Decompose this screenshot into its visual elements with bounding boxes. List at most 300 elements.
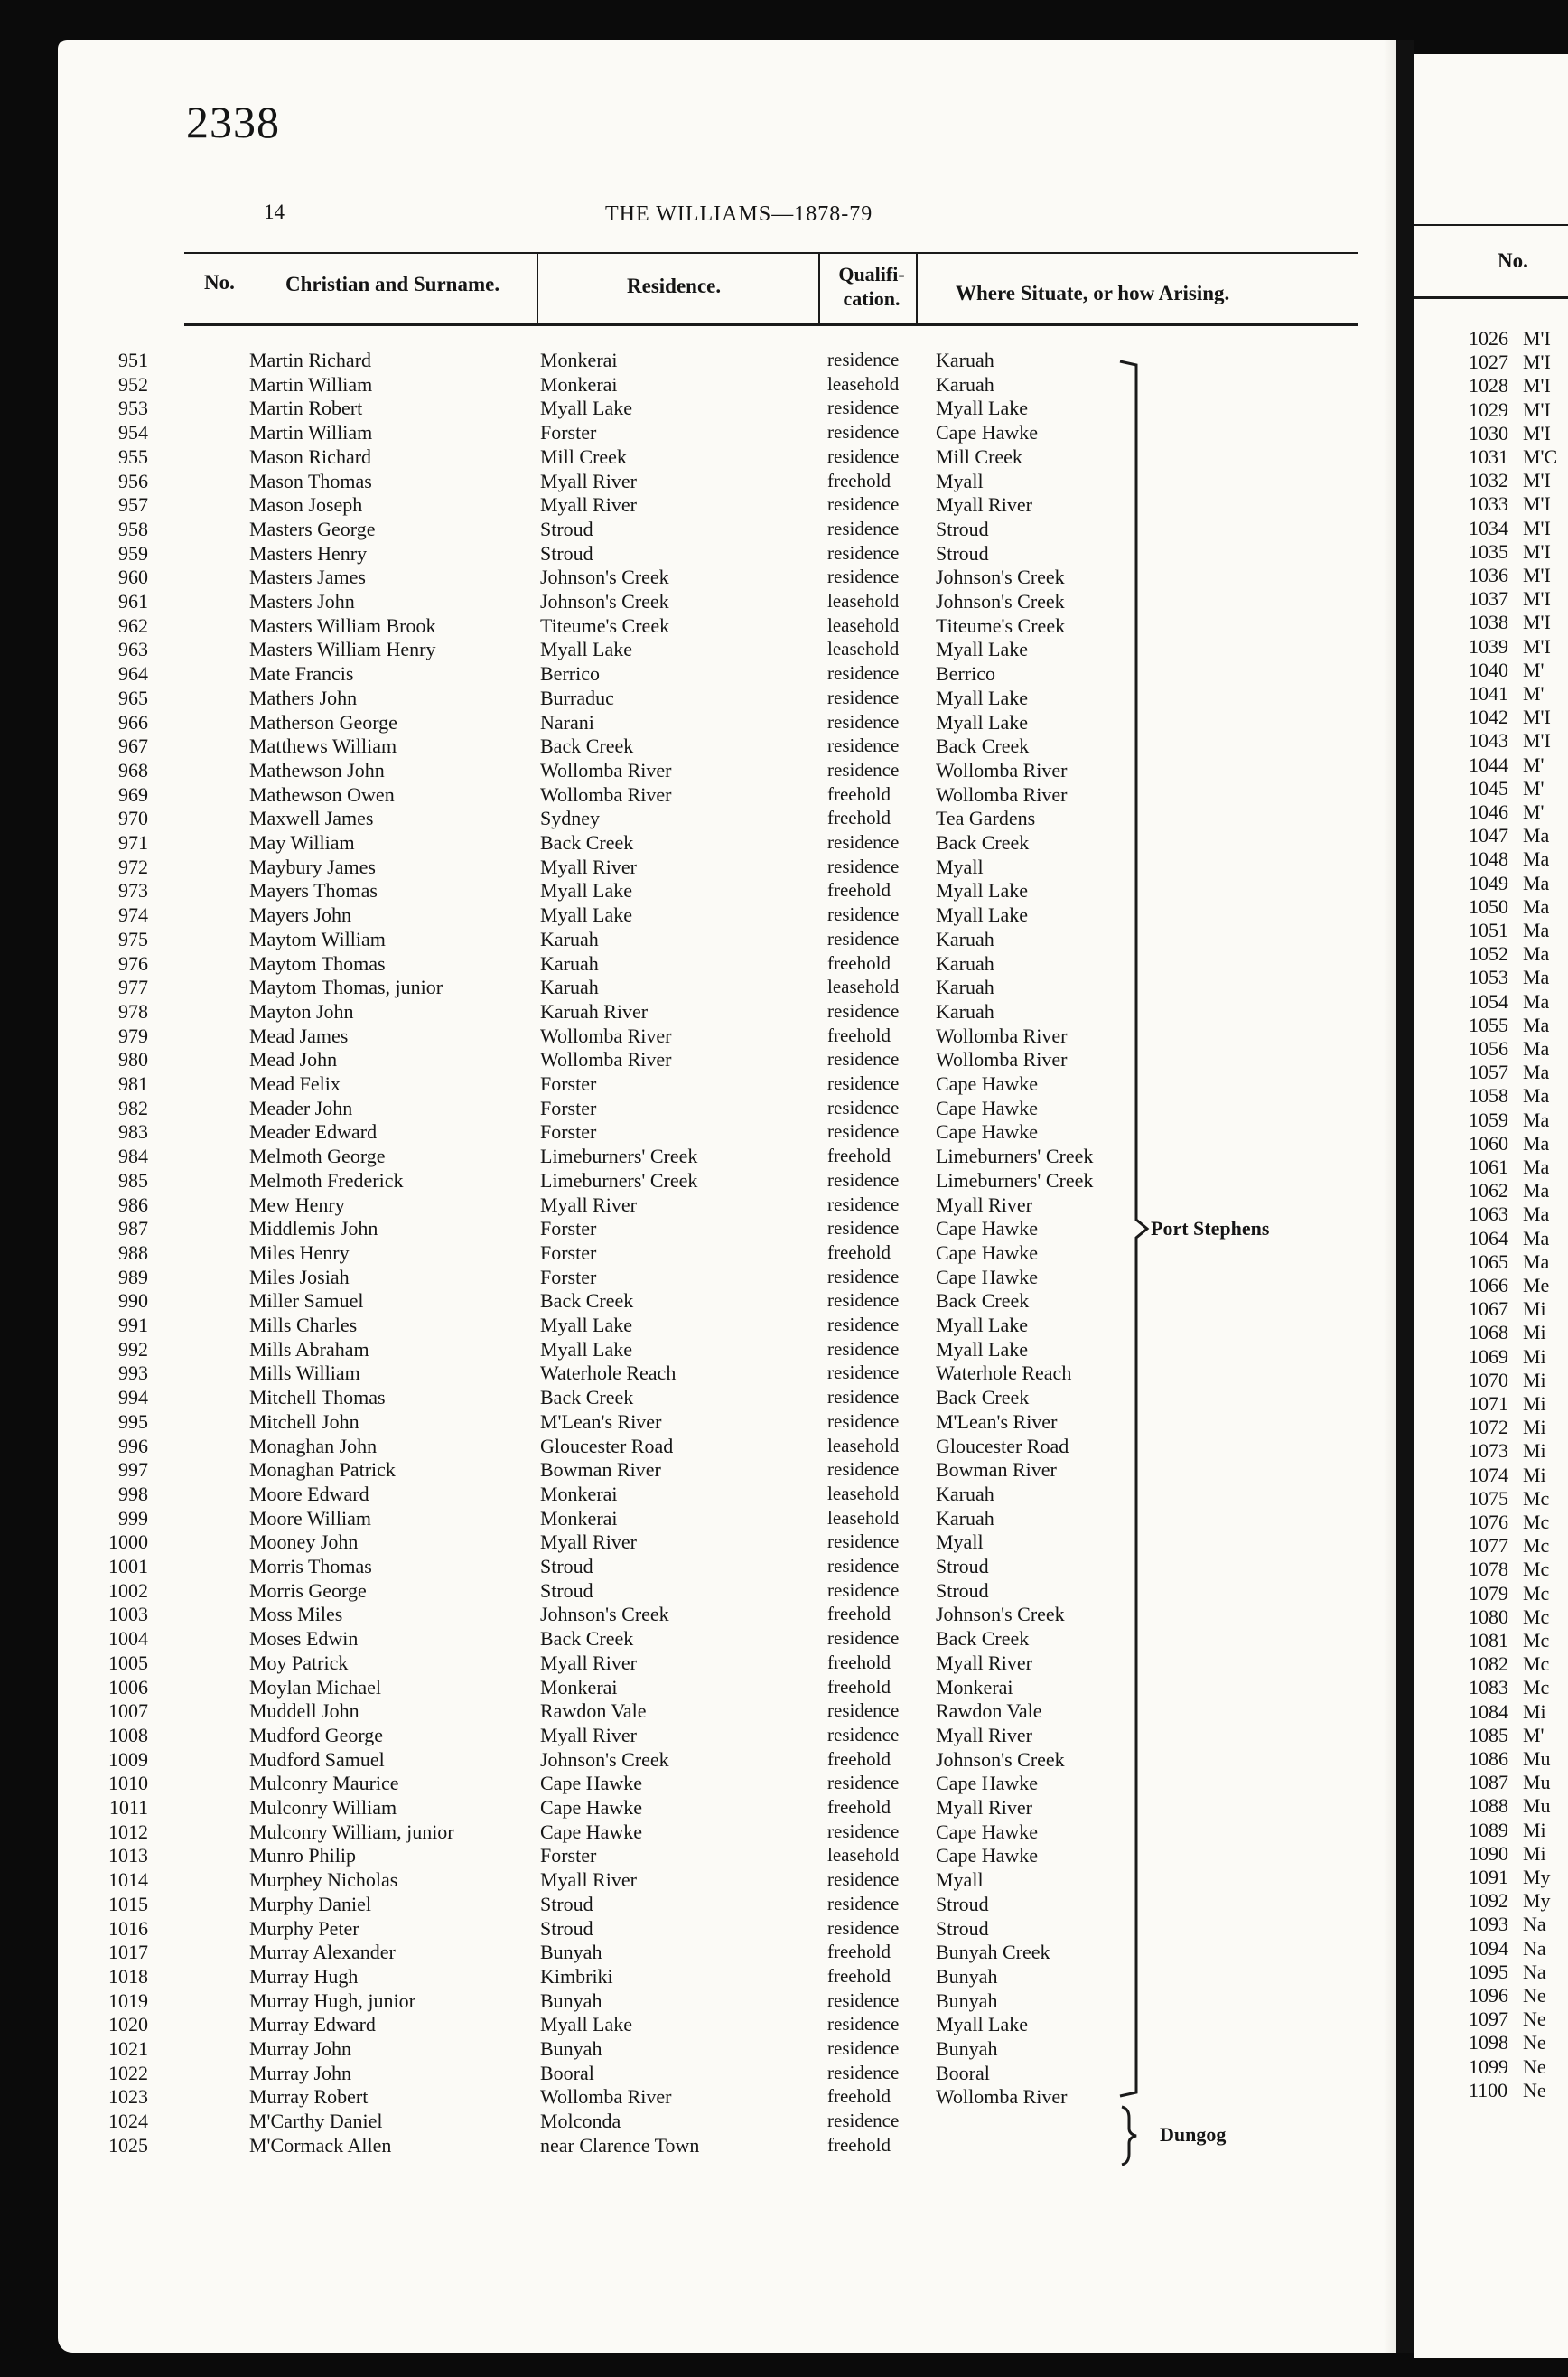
book-gutter — [1396, 40, 1414, 2353]
entry-name: Matthews William — [249, 735, 397, 758]
entry-where-situate: Berrico — [936, 662, 995, 686]
entry-number: 958 — [118, 517, 148, 540]
entry-qualification: leasehold — [827, 1844, 900, 1867]
facing-entry-name: Na — [1523, 1936, 1546, 1960]
facing-entry-number: 1055 — [1469, 1013, 1508, 1036]
entry-where-situate: Stroud — [936, 1555, 989, 1577]
entry-number: 953 — [118, 397, 148, 420]
entry-number: 1006 — [108, 1675, 148, 1699]
entry-residence: Monkerai — [540, 1675, 618, 1699]
entry-residence: Booral — [540, 2061, 594, 2084]
entry-residence: Myall River — [540, 1193, 637, 1216]
facing-entry-number: 1070 — [1469, 1368, 1508, 1391]
entry-qualification: residence — [827, 1217, 900, 1240]
facing-entry-name: Ma — [1523, 1108, 1550, 1131]
entry-name: Masters Henry — [249, 541, 368, 565]
facing-entry-name: Mu — [1523, 1771, 1551, 1794]
entry-number: 992 — [118, 1337, 148, 1361]
facing-entry-name: M' — [1523, 776, 1545, 800]
entry-where-situate: Myall River — [936, 1723, 1032, 1746]
entry-where-situate: Cape Hawke — [936, 1844, 1039, 1867]
entry-qualification: leasehold — [827, 1434, 900, 1456]
entry-number: 996 — [118, 1434, 148, 1457]
entry-qualification: residence — [827, 686, 900, 708]
entry-number: 975 — [118, 927, 148, 950]
facing-entry-number: 1051 — [1469, 919, 1508, 941]
entry-qualification: freehold — [827, 1603, 891, 1625]
entry-qualification: residence — [827, 735, 900, 757]
entry-where-situate: Back Creek — [936, 1386, 1030, 1409]
entry-qualification: freehold — [827, 951, 891, 974]
facing-entry-name: M'I — [1523, 539, 1551, 563]
facing-entry-name: Ma — [1523, 966, 1550, 989]
entry-number: 957 — [118, 493, 148, 517]
facing-entry-name: Na — [1523, 1960, 1546, 1983]
entry-name: M'Carthy Daniel — [249, 2110, 383, 2133]
entry-name: Masters William Henry — [249, 638, 436, 661]
entry-where-situate: Karuah — [936, 1506, 994, 1530]
entry-name: Mitchell Thomas — [249, 1386, 386, 1409]
entry-name: Mate Francis — [249, 662, 354, 686]
entry-where-situate: Myall — [936, 469, 984, 492]
facing-entry-name: Ma — [1523, 1249, 1550, 1273]
entry-name: Mason Richard — [249, 445, 372, 468]
entry-number: 968 — [118, 758, 148, 781]
facing-entry-number: 1062 — [1469, 1179, 1508, 1203]
facing-entry-name: Mi — [1523, 1439, 1546, 1463]
entry-qualification: residence — [827, 445, 900, 467]
entry-number: 964 — [118, 662, 148, 686]
facing-entry-name: Ma — [1523, 1226, 1550, 1249]
facing-entry-name: Ne — [1523, 2007, 1546, 2031]
entry-name: Mayton John — [249, 999, 354, 1023]
entry-number: 977 — [118, 976, 148, 999]
entry-qualification: residence — [827, 1289, 900, 1312]
entry-number: 1022 — [108, 2061, 148, 2084]
entry-where-situate: Back Creek — [936, 1627, 1030, 1651]
entry-qualification: residence — [827, 1048, 900, 1071]
entry-where-situate: Cape Hawke — [936, 1240, 1039, 1264]
facing-entry-number: 1094 — [1469, 1936, 1508, 1960]
facing-entry-number: 1028 — [1469, 374, 1508, 398]
entry-name: Masters George — [249, 517, 376, 540]
entry-number: 984 — [118, 1145, 148, 1168]
entry-where-situate: Cape Hawke — [936, 1217, 1039, 1240]
entry-residence: Myall Lake — [540, 397, 633, 420]
entry-residence: Gloucester Road — [540, 1434, 674, 1457]
entry-qualification: leasehold — [827, 1482, 900, 1504]
facing-entry-number: 1048 — [1469, 847, 1508, 871]
entry-residence: Stroud — [540, 1555, 593, 1577]
entry-qualification: freehold — [827, 879, 891, 902]
entry-qualification: residence — [827, 903, 900, 926]
entry-qualification: residence — [827, 1458, 900, 1481]
entry-qualification: residence — [827, 1337, 900, 1360]
entry-name: Mayers Thomas — [249, 879, 378, 903]
entry-number: 1003 — [108, 1603, 148, 1626]
facing-entry-number: 1063 — [1469, 1203, 1508, 1226]
facing-entry-name: Mi — [1523, 1416, 1546, 1439]
entry-where-situate: Tea Gardens — [936, 807, 1036, 830]
entry-where-situate: Karuah — [936, 927, 994, 950]
entry-number: 1014 — [108, 1868, 148, 1892]
facing-entry-name: Ma — [1523, 1156, 1550, 1178]
entry-name: Mead John — [249, 1048, 338, 1072]
entry-number: 990 — [118, 1289, 148, 1313]
entry-name: May William — [249, 831, 355, 854]
entry-residence: Cape Hawke — [540, 1796, 643, 1819]
entry-where-situate: Rawdon Vale — [936, 1699, 1042, 1723]
entry-name: Masters James — [249, 566, 366, 589]
facing-entry-name: My — [1523, 1866, 1551, 1888]
facing-entry-number: 1074 — [1469, 1463, 1508, 1486]
entry-number: 1013 — [108, 1844, 148, 1867]
facing-entry-number: 1076 — [1469, 1511, 1508, 1533]
entry-residence: Myall River — [540, 855, 637, 878]
entry-name: Murphy Daniel — [249, 1892, 372, 1915]
header-top-rule — [184, 252, 1358, 254]
facing-entry-number: 1064 — [1469, 1226, 1508, 1249]
entry-name: Munro Philip — [249, 1844, 356, 1867]
facing-entry-name: Mi — [1523, 1344, 1546, 1368]
entry-where-situate: Mill Creek — [936, 445, 1022, 468]
entry-where-situate: Wollomba River — [936, 1048, 1068, 1072]
entry-name: Martin Richard — [249, 349, 372, 371]
facing-entry-name: M'I — [1523, 398, 1551, 421]
entry-number: 1005 — [108, 1651, 148, 1674]
facing-entry-number: 1099 — [1469, 2054, 1508, 2078]
facing-entry-name: Ma — [1523, 1013, 1550, 1036]
entry-qualification: leasehold — [827, 590, 900, 612]
entry-residence: Wollomba River — [540, 2085, 672, 2109]
facing-entry-number: 1042 — [1469, 706, 1508, 729]
entry-number: 1004 — [108, 1627, 148, 1651]
entry-residence: Forster — [540, 1072, 597, 1095]
entry-residence: Johnson's Creek — [540, 1747, 669, 1771]
entry-number: 952 — [118, 372, 148, 396]
facing-entry-number: 1031 — [1469, 445, 1508, 468]
facing-entry-number: 1046 — [1469, 800, 1508, 823]
entry-where-situate: Booral — [936, 2061, 990, 2084]
facing-entry-name: Mc — [1523, 1652, 1550, 1676]
facing-entry-name: Mu — [1523, 1794, 1551, 1818]
entry-qualification: freehold — [827, 807, 891, 829]
entry-where-situate: Myall River — [936, 493, 1032, 517]
entry-residence: Back Creek — [540, 735, 634, 758]
facing-entry-number: 1045 — [1469, 776, 1508, 800]
facing-entry-name: Me — [1523, 1274, 1550, 1296]
entry-qualification: residence — [827, 2061, 900, 2083]
entry-name: Mulconry William, junior — [249, 1820, 454, 1843]
entry-name: Matherson George — [249, 710, 397, 734]
entry-residence: Karuah — [540, 951, 599, 975]
header-divider-2 — [818, 254, 820, 323]
entry-residence: Stroud — [540, 517, 593, 540]
header-qualification-line1: Qualifi- — [838, 263, 905, 285]
entry-residence: Myall River — [540, 1530, 637, 1554]
entry-residence: Bunyah — [540, 2037, 602, 2060]
register-page — [58, 40, 1413, 2353]
facing-entry-number: 1034 — [1469, 516, 1508, 539]
entry-name: Murray Hugh — [249, 1964, 359, 1988]
port-stephens-brace-path — [1120, 361, 1147, 2096]
entry-number: 1011 — [108, 1796, 148, 1819]
running-title: THE WILLIAMS—1878-79 — [605, 202, 873, 226]
header-qualification — [829, 262, 914, 311]
facing-entry-number: 1056 — [1469, 1037, 1508, 1060]
facing-entry-name: M'C — [1523, 445, 1558, 468]
facing-entry-name: M'I — [1523, 729, 1551, 753]
facing-entry-number: 1081 — [1469, 1629, 1508, 1652]
entry-where-situate: Back Creek — [936, 735, 1030, 758]
entry-name: Maytom Thomas, junior — [249, 976, 443, 999]
entry-number: 985 — [118, 1168, 148, 1192]
entry-qualification: residence — [827, 1362, 900, 1384]
entry-where-situate: Wollomba River — [936, 2085, 1068, 2109]
facing-entry-number: 1032 — [1469, 469, 1508, 492]
entry-where-situate: Back Creek — [936, 831, 1030, 854]
entry-name: Mills Abraham — [249, 1337, 369, 1361]
entry-residence: Forster — [540, 421, 597, 445]
entry-residence: Forster — [540, 1240, 597, 1264]
entry-qualification: leasehold — [827, 613, 900, 636]
entry-residence: Johnson's Creek — [540, 566, 669, 589]
entry-residence: Limeburners' Creek — [540, 1145, 698, 1168]
entry-qualification: freehold — [827, 782, 891, 805]
facing-entry-number: 1093 — [1469, 1913, 1508, 1936]
entry-name: Murphey Nicholas — [249, 1868, 398, 1892]
facing-entry-number: 1044 — [1469, 753, 1508, 776]
entry-name: Mulconry William — [249, 1796, 397, 1819]
facing-entry-number: 1030 — [1469, 421, 1508, 445]
entry-qualification: residence — [827, 1989, 900, 2011]
entry-residence: Wollomba River — [540, 782, 672, 806]
entry-qualification: residence — [827, 421, 900, 444]
entry-name: Maytom Thomas — [249, 951, 386, 975]
entry-number: 971 — [118, 831, 148, 854]
entry-residence: Molconda — [540, 2110, 621, 2133]
entry-residence: Myall Lake — [540, 879, 633, 903]
entry-qualification: freehold — [827, 1796, 891, 1818]
entry-name: Mathewson Owen — [249, 782, 395, 806]
facing-entry-name: Ne — [1523, 2031, 1546, 2054]
facing-entry-name: Ma — [1523, 824, 1550, 847]
facing-entry-number: 1092 — [1469, 1889, 1508, 1913]
facing-entry-number: 1095 — [1469, 1960, 1508, 1983]
entry-number: 963 — [118, 638, 148, 661]
facing-entry-number: 1067 — [1469, 1297, 1508, 1321]
entry-where-situate: Bunyah — [936, 1964, 998, 1988]
brace-label-dungog: Dungog — [1160, 2123, 1227, 2146]
facing-entry-name: Mc — [1523, 1629, 1550, 1652]
facing-entry-number: 1073 — [1469, 1439, 1508, 1463]
facing-entry-name: Mc — [1523, 1534, 1550, 1558]
facing-entry-name: M' — [1523, 800, 1545, 823]
entry-where-situate: Back Creek — [936, 1289, 1030, 1313]
facing-entry-number: 1060 — [1469, 1131, 1508, 1155]
entry-number: 1018 — [108, 1964, 148, 1988]
entry-qualification: residence — [827, 1193, 900, 1215]
entry-residence: Myall River — [540, 1868, 637, 1892]
entry-qualification: freehold — [827, 1941, 891, 1963]
facing-entry-name: Mc — [1523, 1511, 1550, 1533]
facing-entry-name: Mi — [1523, 1368, 1546, 1391]
facing-entry-name: Ma — [1523, 1131, 1550, 1155]
entry-qualification: freehold — [827, 1964, 891, 1987]
entry-number: 1000 — [108, 1530, 148, 1554]
entry-qualification: leasehold — [827, 638, 900, 660]
entry-name: Miller Samuel — [249, 1289, 364, 1313]
facing-entry-number: 1079 — [1469, 1581, 1508, 1605]
facing-entry-name: Ma — [1523, 1179, 1550, 1203]
facing-entry-number: 1057 — [1469, 1061, 1508, 1084]
entry-residence: Burraduc — [540, 686, 614, 709]
entry-where-situate: Johnson's Creek — [936, 590, 1065, 613]
entry-name: Maxwell James — [249, 807, 374, 830]
entry-where-situate: Karuah — [936, 349, 994, 371]
facing-entry-number: 1043 — [1469, 729, 1508, 753]
facing-entry-name: Ma — [1523, 919, 1550, 941]
entry-qualification: residence — [827, 493, 900, 516]
facing-entry-number: 1085 — [1469, 1723, 1508, 1746]
facing-entry-number: 1080 — [1469, 1605, 1508, 1628]
entry-qualification: residence — [827, 1120, 900, 1143]
entry-where-situate: Stroud — [936, 1578, 989, 1602]
entry-qualification: residence — [827, 1314, 900, 1335]
facing-entry-name: Ma — [1523, 894, 1550, 918]
entry-residence: Limeburners' Creek — [540, 1168, 698, 1192]
entry-name: Morris George — [249, 1578, 367, 1602]
entry-name: M'Cormack Allen — [249, 2133, 392, 2157]
entry-qualification: residence — [827, 855, 900, 877]
facing-entry-number: 1049 — [1469, 871, 1508, 894]
facing-entry-number: 1082 — [1469, 1652, 1508, 1676]
entry-qualification: freehold — [827, 1675, 891, 1698]
entry-residence: Narani — [540, 710, 594, 734]
entry-residence: Back Creek — [540, 1289, 634, 1313]
facing-entry-number: 1075 — [1469, 1486, 1508, 1510]
entry-where-situate: Limeburners' Creek — [936, 1145, 1094, 1168]
facing-entry-number: 1072 — [1469, 1416, 1508, 1439]
facing-entry-name: M'I — [1523, 351, 1551, 374]
entry-where-situate: Stroud — [936, 1892, 989, 1915]
facing-entry-number: 1084 — [1469, 1699, 1508, 1723]
entry-number: 955 — [118, 445, 148, 468]
entry-where-situate: Karuah — [936, 976, 994, 999]
facing-entry-name: Na — [1523, 1913, 1546, 1936]
entry-name: Miles Henry — [249, 1240, 350, 1264]
facing-entry-name: Mi — [1523, 1297, 1546, 1321]
facing-entry-number: 1077 — [1469, 1534, 1508, 1558]
entry-qualification: residence — [827, 1555, 900, 1577]
entry-number: 999 — [118, 1506, 148, 1530]
entry-number: 1008 — [108, 1723, 148, 1746]
facing-entry-name: M'I — [1523, 611, 1551, 634]
facing-entry-number: 1068 — [1469, 1321, 1508, 1344]
entry-name: Masters John — [249, 590, 355, 613]
entry-name: Mead Felix — [249, 1072, 341, 1095]
entry-residence: near Clarence Town — [540, 2133, 700, 2157]
entry-residence: M'Lean's River — [540, 1409, 662, 1433]
entry-name: Murray Hugh, junior — [249, 1989, 415, 2012]
entry-where-situate: Myall Lake — [936, 397, 1029, 420]
entry-number: 1009 — [108, 1747, 148, 1771]
entry-where-situate: Stroud — [936, 1916, 989, 1940]
entry-number: 970 — [118, 807, 148, 830]
entry-residence: Karuah River — [540, 999, 649, 1023]
entry-number: 1012 — [108, 1820, 148, 1843]
entry-where-situate: Myall Lake — [936, 710, 1029, 734]
entry-name: Masters William Brook — [249, 613, 436, 637]
entry-name: Moy Patrick — [249, 1651, 349, 1674]
entry-number: 1025 — [108, 2133, 148, 2157]
entry-number: 974 — [118, 903, 148, 927]
entry-where-situate: Waterhole Reach — [936, 1362, 1072, 1385]
entry-residence: Johnson's Creek — [540, 590, 669, 613]
entry-number: 966 — [118, 710, 148, 734]
entry-residence: Myall River — [540, 1723, 637, 1746]
facing-entry-number: 1061 — [1469, 1156, 1508, 1178]
entry-qualification: residence — [827, 566, 900, 588]
entry-qualification: residence — [827, 710, 900, 733]
entry-number: 961 — [118, 590, 148, 613]
facing-entry-number: 1027 — [1469, 351, 1508, 374]
entry-where-situate: Gloucester Road — [936, 1434, 1069, 1457]
entry-qualification: freehold — [827, 469, 891, 491]
entry-name: Meader Edward — [249, 1120, 378, 1144]
facing-entry-number: 1041 — [1469, 682, 1508, 705]
facing-entry-number: 1053 — [1469, 966, 1508, 989]
entry-where-situate: Bowman River — [936, 1458, 1057, 1482]
entry-number: 987 — [118, 1217, 148, 1240]
entry-residence: Wollomba River — [540, 1048, 672, 1072]
entry-where-situate: Cape Hawke — [936, 1265, 1039, 1288]
entry-qualification: residence — [827, 397, 900, 419]
facing-entry-name: Ma — [1523, 871, 1550, 894]
facing-entry-name: Ma — [1523, 942, 1550, 966]
entry-where-situate: Karuah — [936, 999, 994, 1023]
entry-name: Mudford Samuel — [249, 1747, 385, 1771]
entry-qualification: residence — [827, 1916, 900, 1939]
entry-number: 1001 — [108, 1555, 148, 1577]
entry-residence: Stroud — [540, 541, 593, 565]
facing-entry-name: M'I — [1523, 327, 1551, 350]
entry-residence: Myall Lake — [540, 638, 633, 661]
entry-where-situate: Myall Lake — [936, 1337, 1029, 1361]
facing-entry-name: Mi — [1523, 1818, 1546, 1841]
entry-where-situate: Myall Lake — [936, 638, 1029, 661]
entry-qualification: residence — [827, 1386, 900, 1408]
entry-number: 965 — [118, 686, 148, 709]
entry-where-situate: Wollomba River — [936, 758, 1068, 781]
entry-qualification: residence — [827, 2037, 900, 2059]
entry-qualification: residence — [827, 1820, 900, 1842]
entry-name: Maybury James — [249, 855, 376, 878]
entry-residence: Monkerai — [540, 1506, 618, 1530]
facing-entry-name: Ma — [1523, 1061, 1550, 1084]
entry-where-situate: Karuah — [936, 1482, 994, 1505]
brace-label-port-stephens: Port Stephens — [1151, 1217, 1270, 1240]
entry-residence: Back Creek — [540, 1627, 634, 1651]
facing-header-top-rule — [1414, 224, 1568, 226]
entry-qualification: residence — [827, 831, 900, 853]
entry-number: 980 — [118, 1048, 148, 1072]
entry-name: Mathewson John — [249, 758, 385, 781]
entry-qualification: residence — [827, 1627, 900, 1650]
entry-residence: Kimbriki — [540, 1964, 613, 1988]
entry-residence: Rawdon Vale — [540, 1699, 647, 1723]
entry-number: 994 — [118, 1386, 148, 1409]
